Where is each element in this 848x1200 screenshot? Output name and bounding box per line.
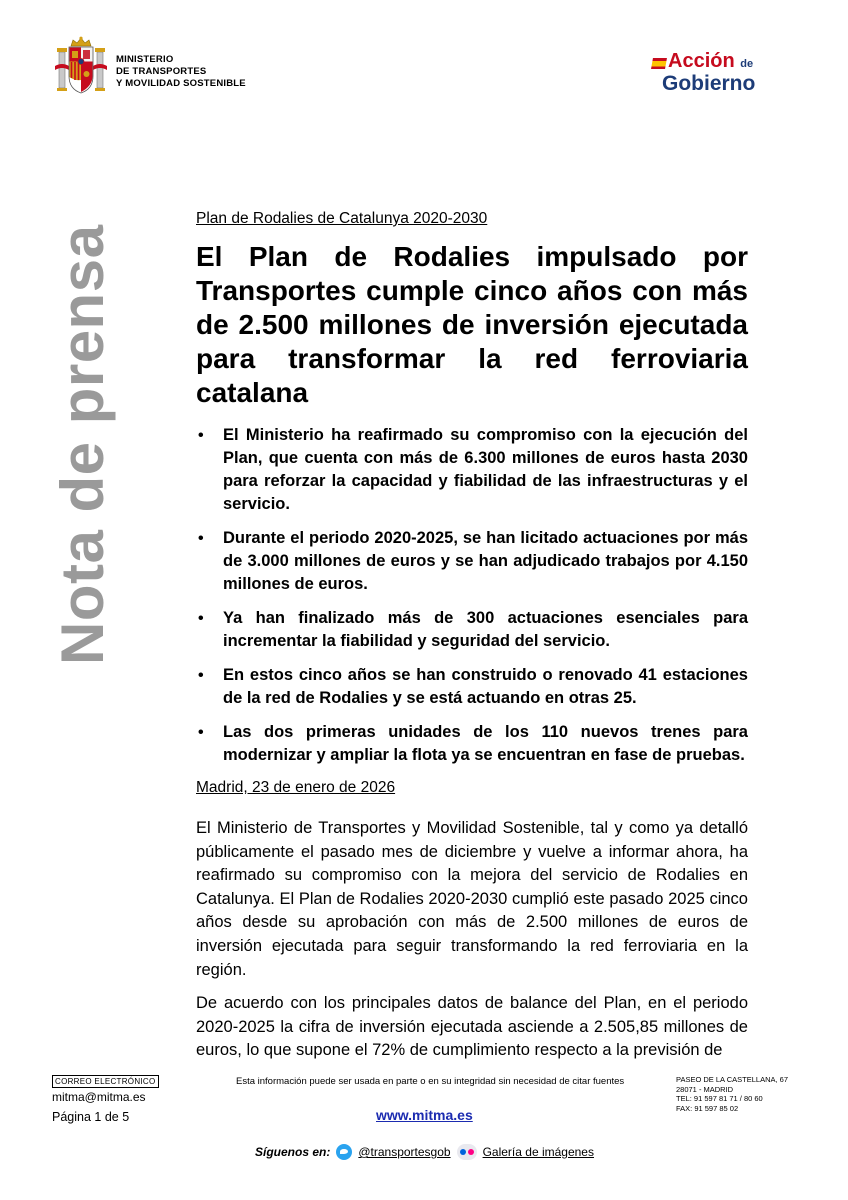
coat-of-arms-logo [52,36,110,98]
dateline: Madrid, 23 de enero de 2026 [196,779,396,796]
logo-word-de: de [740,58,754,70]
follow-label: Síguenos en: [255,1145,331,1159]
article [196,210,748,1073]
spain-flag-icon [651,58,667,69]
logo-line-1 [668,50,753,73]
press-release-side-label: Nota de prensa [49,224,116,665]
logo-line-2: Gobierno [662,72,756,95]
postal-address [676,1075,788,1113]
summary-bullet: • El Ministerio ha reafirmado su compromiso con la ejecución del Plan, que cuenta con más de 6.300 millones de euros hasta 2030 para reforzar la capacidad y fiabilidad de las infraestructuras y el servicio. [196,424,748,516]
usage-disclaimer: Esta información puede ser usada en parte o en su integridad sin necesidad de citar fuentes [236,1076,625,1087]
email-label: CORREO ELECTRÓNICO [52,1075,159,1088]
summary-bullet: • Ya han finalizado más de 300 actuaciones esenciales para incrementar la fiabilidad y seguridad del servicio. [196,607,748,653]
twitter-icon[interactable] [336,1144,352,1160]
website-link[interactable]: www.mitma.es [376,1107,473,1123]
article-kicker: Plan de Rodalies de Catalunya 2020-2030 [196,210,488,227]
logo-word-accion: Acción [668,50,735,72]
contact-email[interactable]: mitma@mitma.es [52,1090,146,1104]
flickr-icon[interactable] [457,1144,477,1160]
twitter-link[interactable]: @transportesgob [358,1145,451,1159]
page-indicator: Página 1 de 5 [52,1110,130,1124]
address-line: PASEO DE LA CASTELLANA, 67 [676,1075,788,1084]
summary-bullets [196,424,748,767]
summary-bullet: • Las dos primeras unidades de los 110 nuevos trenes para modernizar y ampliar la flota ya se encuentran en fase de pruebas. [196,721,748,767]
ministry-line: Y MOVILIDAD SOSTENIBLE [116,78,246,89]
ministry-line: DE TRANSPORTES [116,66,207,77]
address-line: FAX: 91 597 85 02 [676,1103,739,1113]
image-gallery-link[interactable]: Galería de imágenes [482,1145,594,1159]
article-headline: El Plan de Rodalies impulsado por Transportes cumple cinco años con más de 2.500 millones de inversión ejecutada para transformar la red ferroviaria catalana [196,241,748,408]
summary-bullet: • Durante el periodo 2020-2025, se han licitado actuaciones por más de 3.000 millones de euros y se han adjudicado trabajos por 4.150 millones de euros. [196,527,748,596]
social-links [255,1144,594,1160]
body-paragraph: De acuerdo con los principales datos de balance del Plan, en el periodo 2020-2025 la cifra de inversión ejecutada asciende a 2.505,85 millones de euros, lo que supone el 72% de cumplimiento respecto a la previsión de [196,994,748,1060]
body-paragraph: El Ministerio de Transportes y Movilidad Sostenible, tal y como ya detalló públicamente el pasado mes de diciembre y vuelve a informar ahora, ha reafirmado su compromiso con la mejora del servicio de Rodalies en Catalunya. El Plan de Rodalies 2020-2030 cumplió este pasado 2025 cinco años desde su aprobación con más de 2.500 millones de euros de inversión ejecutada para seguir transformando la red ferroviaria en la región. [196,819,748,979]
ministry-line: MINISTERIO [116,54,174,65]
address-line: TEL: 91 597 81 71 / 80 60 [676,1094,763,1103]
address-line: 28071 - MADRID [676,1084,734,1094]
accion-de-gobierno-logo [652,50,772,100]
ministry-name [116,54,246,90]
summary-bullet: • En estos cinco años se han construido o renovado 41 estaciones de la red de Rodalies y se está actuando en otras 25. [196,664,748,710]
